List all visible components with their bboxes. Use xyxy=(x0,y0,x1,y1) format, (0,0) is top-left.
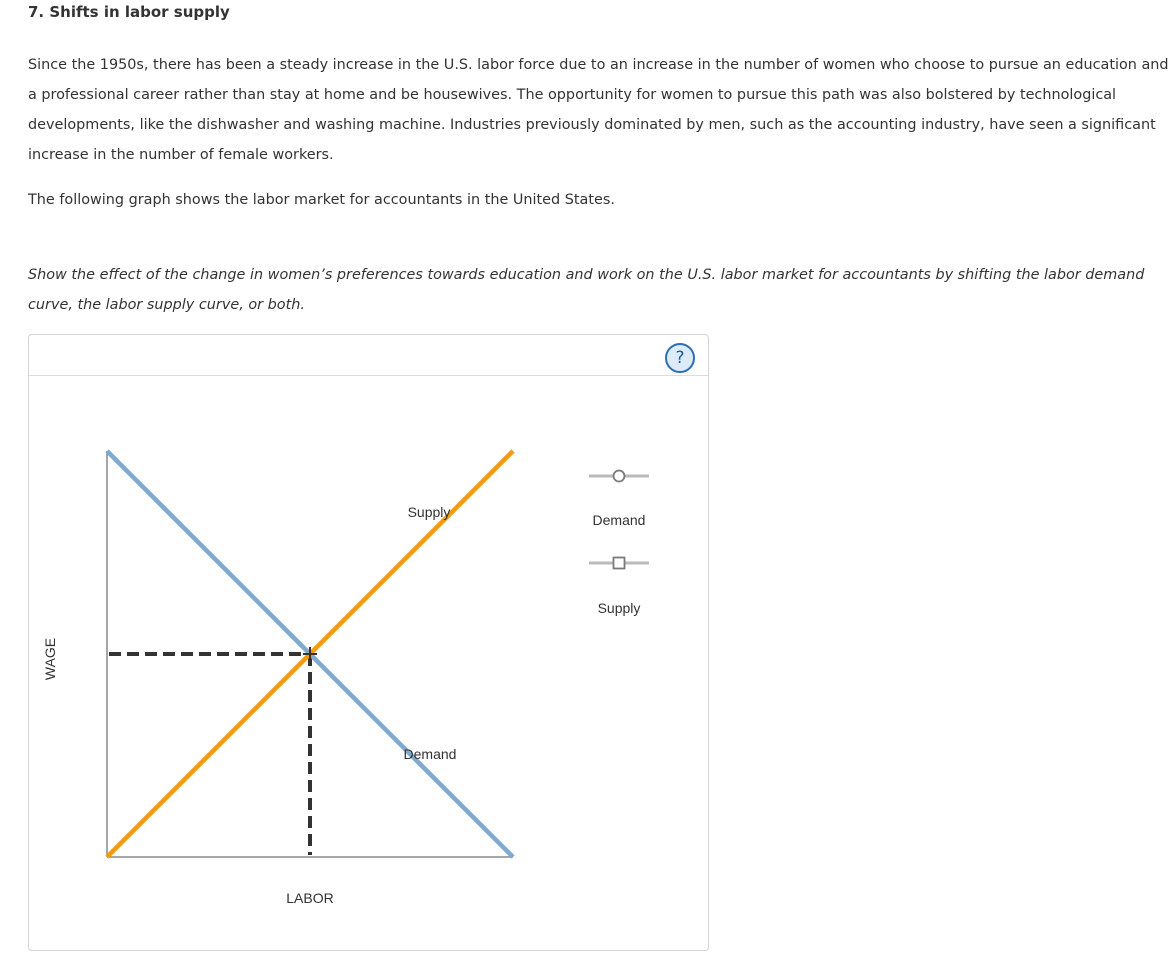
x-axis-label: LABOR xyxy=(286,890,334,906)
circle-handle-icon xyxy=(614,471,625,482)
demand-tool-label: Demand xyxy=(592,512,646,528)
demand-curve-label: Demand xyxy=(403,746,457,762)
square-handle-icon xyxy=(614,558,625,569)
question-paragraph-graph-intro: The following graph shows the labor market for accountants in the United States. xyxy=(28,192,615,208)
question-paragraph-intro: Since the 1950s, there has been a steady increase in the U.S. labor force due to an increase in the number of women who choose to pursue an education and a professional career rather than stay at home and be housewives. The opportunity for women to pursue this path was also bolstered by technological developments, like the dishwasher and washing machine. Industries previously dominated by men, such as the accounting industry, have seen a significant increase in the number of female workers. xyxy=(28,57,1169,163)
graph-canvas[interactable] xyxy=(29,335,708,950)
demand-tool[interactable] xyxy=(589,471,649,529)
supply-curve-label: Supply xyxy=(407,504,451,520)
supply-tool-label: Supply xyxy=(597,600,641,616)
question-title: 7. Shifts in labor supply xyxy=(28,3,230,21)
help-icon[interactable]: ? xyxy=(665,343,695,373)
supply-tool[interactable] xyxy=(589,558,649,617)
graph-panel xyxy=(28,334,709,951)
y-axis-label: WAGE xyxy=(42,637,58,681)
question-instruction: Show the effect of the change in women’s preferences towards education and work on the U.S. labor market for accountants by shifting the labor demand curve, the labor supply curve, or both. xyxy=(28,267,1145,313)
